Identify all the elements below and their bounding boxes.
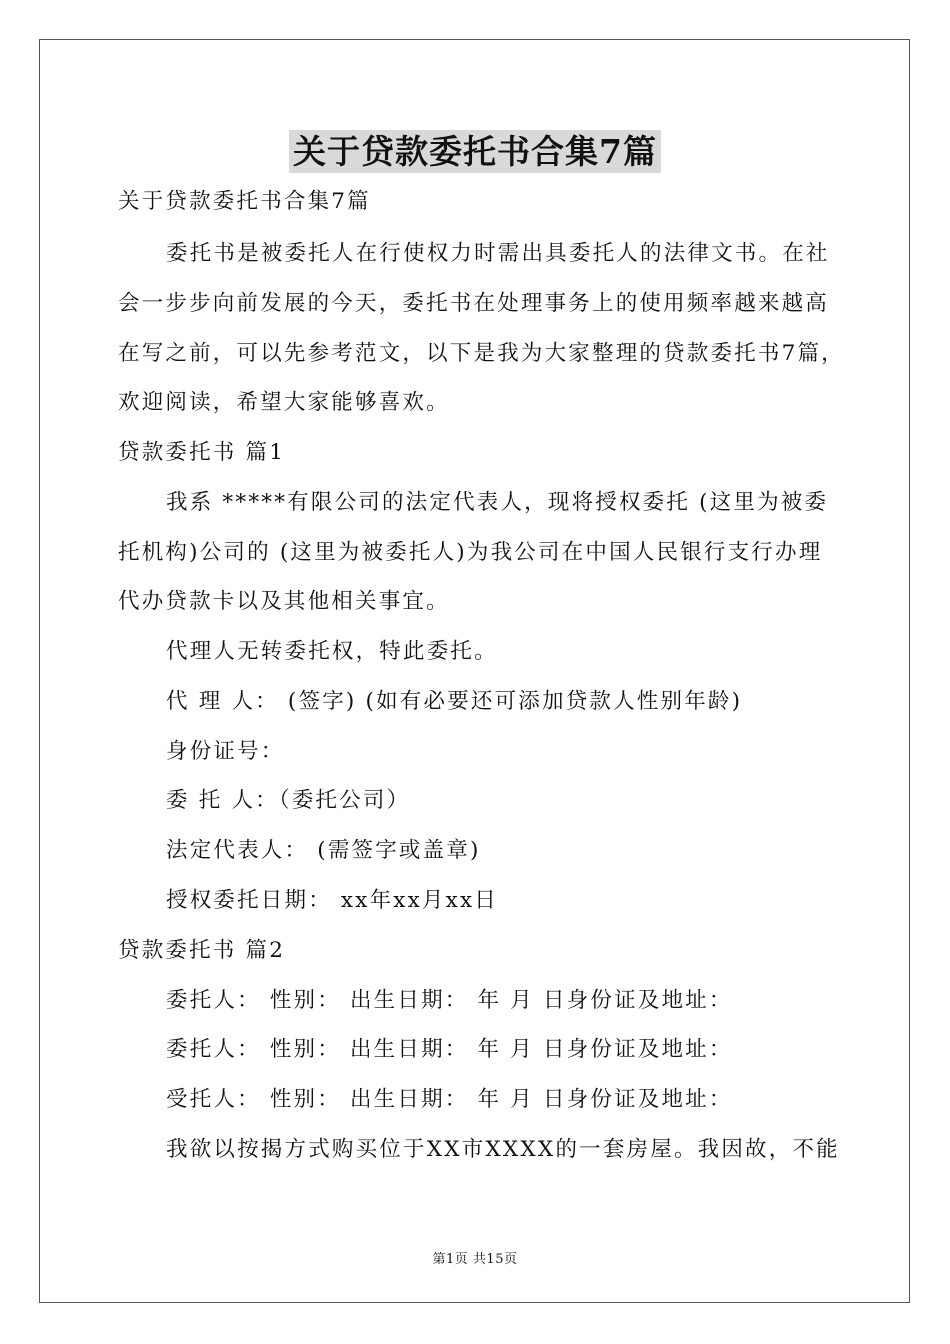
- section-heading: 贷款委托书 篇1: [118, 440, 286, 465]
- page-border: [39, 39, 910, 1303]
- form-line: 授权委托日期： xx年xx月xx日: [166, 888, 498, 913]
- form-line: 委托人： 性别： 出生日期： 年 月 日身份证及地址：: [166, 1037, 733, 1062]
- form-line: 身份证号：: [166, 739, 285, 764]
- section-heading: 贷款委托书 篇2: [118, 938, 286, 963]
- document-title-row: [0, 126, 950, 173]
- paragraph-line: 会一步步向前发展的今天，委托书在处理事务上的使用频率越来越高: [118, 291, 830, 316]
- form-line: 法定代表人： (需签字或盖章): [166, 838, 481, 863]
- paragraph-line: 在写之前，可以先参考范文，以下是我为大家整理的贷款委托书7篇，: [118, 341, 845, 366]
- paragraph-line: 我欲以按揭方式购买位于XX市XXXX的一套房屋。我因故，不能: [166, 1137, 840, 1162]
- form-line: 受托人： 性别： 出生日期： 年 月 日身份证及地址：: [166, 1087, 733, 1112]
- form-line: 委 托 人：（委托公司）: [166, 788, 411, 813]
- paragraph-line: 欢迎阅读，希望大家能够喜欢。: [118, 390, 450, 415]
- paragraph-line: 代理人无转委托权，特此委托。: [166, 639, 498, 664]
- subtitle-line: 关于贷款委托书合集7篇: [118, 189, 371, 214]
- paragraph-line: 委托书是被委托人在行使权力时需出具委托人的法律文书。在社: [166, 241, 830, 266]
- document-title: 关于贷款委托书合集7篇: [289, 130, 661, 173]
- paragraph-line: 我系 *****有限公司的法定代表人，现将授权委托 (这里为被委: [166, 490, 829, 515]
- paragraph-line: 代办贷款卡以及其他相关事宜。: [118, 589, 450, 614]
- form-line: 代 理 人： (签字) (如有必要还可添加贷款人性别年龄): [166, 689, 743, 714]
- paragraph-line: 托机构)公司的 (这里为被委托人)为我公司在中国人民银行支行办理: [118, 540, 823, 565]
- page-footer: 第1页 共15页: [432, 1252, 518, 1267]
- form-line: 委托人： 性别： 出生日期： 年 月 日身份证及地址：: [166, 988, 733, 1013]
